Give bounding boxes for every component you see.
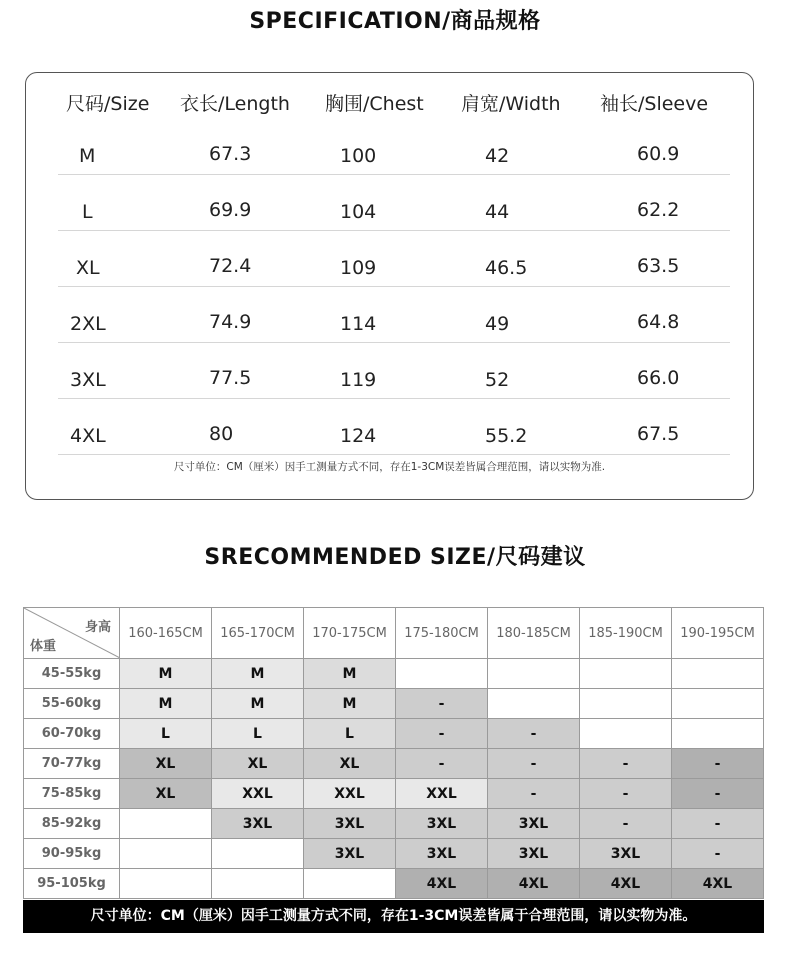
height-header: 180-185CM (488, 608, 580, 659)
spec-chest: 109 (340, 257, 377, 279)
weight-row (24, 779, 764, 809)
weight-row (24, 839, 764, 869)
size-cell: L (212, 719, 304, 749)
size-cell (672, 719, 764, 749)
spec-note: 尺寸单位：CM（厘米）因手工测量方式不同，存在1-3CM误差皆属合理范围，请以实物为准. (173, 461, 606, 473)
size-cell: M (212, 689, 304, 719)
spec-title: SPECIFICATION/商品规格 (249, 9, 541, 34)
size-cell: M (304, 659, 396, 689)
spec-row (26, 175, 753, 231)
size-cell: 3XL (396, 809, 488, 839)
header-chest: 胸围/Chest (325, 93, 424, 115)
spec-chest: 124 (340, 425, 377, 447)
size-cell: - (396, 749, 488, 779)
recommend-title: SRECOMMENDED SIZE/尺码建议 (204, 545, 586, 570)
size-cell: - (580, 749, 672, 779)
size-cell: 3XL (212, 809, 304, 839)
weight-label: 70-77kg (24, 749, 120, 779)
spec-width: 42 (485, 145, 510, 167)
header-size: 尺码/Size (66, 93, 150, 115)
size-cell: XL (304, 749, 396, 779)
size-cell: 3XL (580, 839, 672, 869)
size-cell: 4XL (580, 869, 672, 899)
spec-sleeve: 67.5 (637, 423, 680, 445)
size-cell: - (672, 839, 764, 869)
spec-length: 69.9 (209, 199, 252, 221)
spec-chest: 100 (340, 145, 377, 167)
footer-note-bar: 尺寸单位：CM（厘米）因手工测量方式不同，存在1-3CM误差皆属于合理范围，请以实物为准。 (23, 900, 764, 933)
spec-chest: 114 (340, 313, 377, 335)
spec-size: 4XL (70, 425, 106, 447)
spec-width: 44 (485, 201, 510, 223)
header-length: 衣长/Length (180, 93, 290, 115)
size-cell: XL (212, 749, 304, 779)
size-cell: - (672, 749, 764, 779)
size-cell (580, 689, 672, 719)
size-cell: 3XL (396, 839, 488, 869)
spec-size: 2XL (70, 313, 106, 335)
size-cell (580, 719, 672, 749)
weight-row (24, 809, 764, 839)
size-cell: XL (120, 779, 212, 809)
height-header: 165-170CM (212, 608, 304, 659)
size-cell (212, 869, 304, 899)
size-cell (396, 659, 488, 689)
size-cell: - (488, 719, 580, 749)
size-cell: M (304, 689, 396, 719)
spec-row (26, 231, 753, 287)
weight-row (24, 869, 764, 899)
spec-row (26, 343, 753, 399)
size-cell: - (672, 779, 764, 809)
size-cell: - (396, 689, 488, 719)
size-cell (580, 659, 672, 689)
height-header: 170-175CM (304, 608, 396, 659)
weight-label: 90-95kg (24, 839, 120, 869)
spec-length: 74.9 (209, 311, 252, 333)
spec-sleeve: 62.2 (637, 199, 680, 221)
corner-height-label: 身高 (84, 620, 111, 635)
size-cell: - (488, 779, 580, 809)
weight-row (24, 659, 764, 689)
spec-length: 67.3 (209, 143, 252, 165)
size-cell (212, 839, 304, 869)
size-cell: M (120, 689, 212, 719)
header-sleeve: 袖长/Sleeve (600, 93, 709, 115)
size-cell: - (488, 749, 580, 779)
size-cell: - (580, 809, 672, 839)
height-header: 185-190CM (580, 608, 672, 659)
size-cell: M (120, 659, 212, 689)
size-cell: L (304, 719, 396, 749)
spec-card (25, 72, 754, 500)
size-cell: 3XL (304, 809, 396, 839)
spec-width: 49 (485, 313, 510, 335)
size-cell (120, 869, 212, 899)
spec-width: 55.2 (485, 425, 528, 447)
spec-size: L (82, 201, 93, 223)
size-cell: M (212, 659, 304, 689)
weight-label: 60-70kg (24, 719, 120, 749)
spec-length: 80 (209, 423, 234, 445)
size-cell: XXL (396, 779, 488, 809)
spec-length: 72.4 (209, 255, 252, 277)
spec-row (26, 287, 753, 343)
spec-size: 3XL (70, 369, 106, 391)
spec-chest: 119 (340, 369, 377, 391)
spec-length: 77.5 (209, 367, 252, 389)
spec-size: M (79, 145, 96, 167)
spec-sleeve: 60.9 (637, 143, 680, 165)
size-cell: 3XL (488, 809, 580, 839)
size-cell (304, 869, 396, 899)
weight-label: 85-92kg (24, 809, 120, 839)
recommend-table (23, 607, 764, 899)
size-cell: - (396, 719, 488, 749)
size-cell: 4XL (396, 869, 488, 899)
size-cell: - (672, 809, 764, 839)
height-header: 160-165CM (120, 608, 212, 659)
corner-weight-label: 体重 (30, 639, 57, 654)
size-cell: - (580, 779, 672, 809)
weight-label: 75-85kg (24, 779, 120, 809)
header-width: 肩宽/Width (461, 93, 561, 115)
height-header-row (24, 608, 764, 659)
size-cell (488, 689, 580, 719)
weight-row (24, 749, 764, 779)
size-cell: XXL (304, 779, 396, 809)
size-cell: 3XL (304, 839, 396, 869)
spec-row (26, 119, 753, 175)
size-cell (120, 839, 212, 869)
size-cell (120, 809, 212, 839)
weight-label: 95-105kg (24, 869, 120, 899)
weight-row (24, 719, 764, 749)
size-cell: XXL (212, 779, 304, 809)
spec-chest: 104 (340, 201, 377, 223)
spec-sleeve: 64.8 (637, 311, 680, 333)
weight-label: 55-60kg (24, 689, 120, 719)
size-cell (672, 689, 764, 719)
spec-width: 46.5 (485, 257, 528, 279)
spec-width: 52 (485, 369, 510, 391)
corner-cell (24, 608, 120, 659)
size-cell: L (120, 719, 212, 749)
height-header: 175-180CM (396, 608, 488, 659)
size-cell: 4XL (672, 869, 764, 899)
spec-sleeve: 63.5 (637, 255, 680, 277)
spec-header-row (26, 89, 753, 119)
size-cell: XL (120, 749, 212, 779)
height-header: 190-195CM (672, 608, 764, 659)
size-cell: 3XL (488, 839, 580, 869)
size-cell: 4XL (488, 869, 580, 899)
size-cell (672, 659, 764, 689)
weight-row (24, 689, 764, 719)
size-cell (488, 659, 580, 689)
spec-sleeve: 66.0 (637, 367, 680, 389)
weight-label: 45-55kg (24, 659, 120, 689)
spec-row (26, 399, 753, 455)
spec-size: XL (76, 257, 100, 279)
